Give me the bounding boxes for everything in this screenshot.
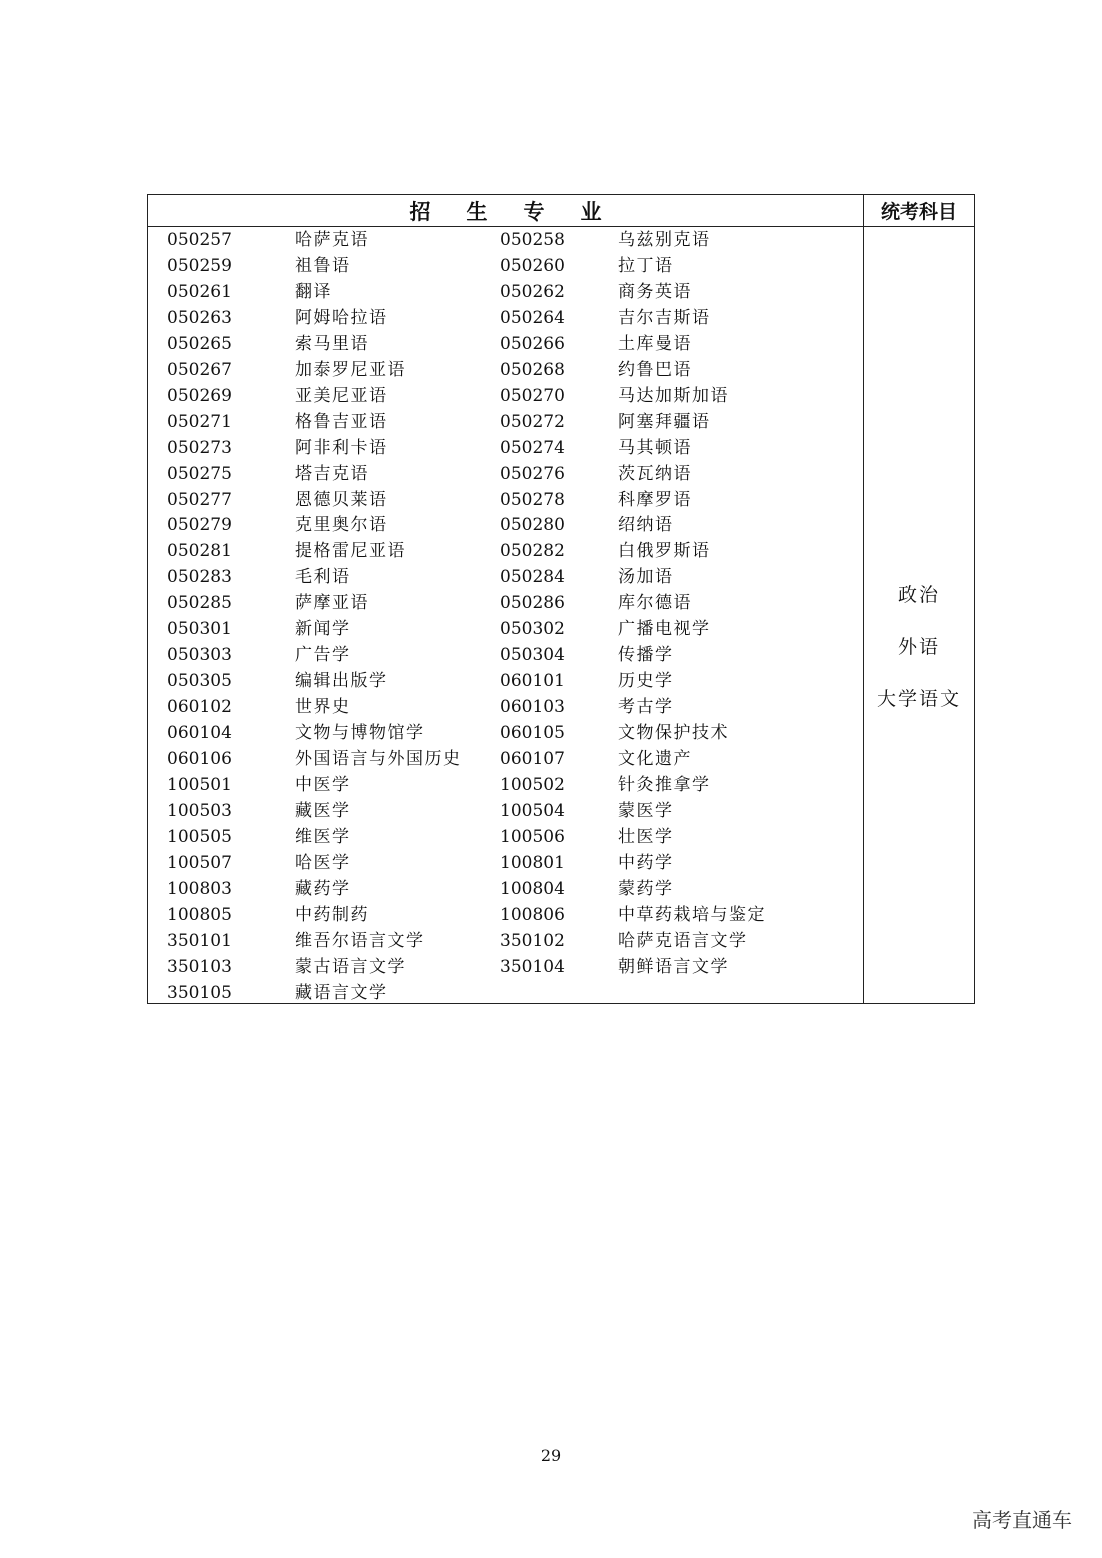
major-code: 050261 [167, 281, 232, 302]
table-row [148, 253, 864, 279]
subject-foreign-language: 外语 [897, 636, 940, 658]
table-row [148, 616, 864, 642]
major-code: 050303 [167, 645, 232, 666]
major-name: 中药制药 [295, 904, 369, 925]
major-name: 文物与博物馆学 [295, 723, 425, 744]
major-code: 100506 [500, 826, 565, 847]
major-code: 050272 [500, 411, 565, 432]
major-name: 萨摩亚语 [295, 593, 369, 614]
major-name: 哈萨克语 [295, 230, 369, 250]
major-name: 克里奥尔语 [295, 515, 388, 536]
table-row [148, 824, 864, 850]
major-code: 060103 [500, 697, 565, 718]
major-code: 100806 [500, 904, 565, 925]
major-name: 哈萨克语言文学 [618, 930, 748, 951]
major-name: 藏医学 [295, 800, 351, 821]
major-code: 060105 [500, 723, 565, 744]
table-row [148, 331, 864, 357]
major-name: 马其顿语 [618, 437, 692, 458]
major-code: 100805 [167, 904, 232, 925]
major-code: 050262 [500, 281, 565, 302]
major-name: 毛利语 [295, 567, 351, 588]
major-code: 050302 [500, 619, 565, 640]
majors-list [148, 227, 864, 1003]
major-code: 050285 [167, 593, 232, 614]
major-name: 朝鲜语言文学 [618, 956, 729, 977]
major-code: 350102 [500, 930, 565, 951]
subject-college-chinese: 大学语文 [876, 688, 961, 710]
major-name: 索马里语 [295, 333, 369, 354]
major-name: 科摩罗语 [618, 489, 692, 510]
major-code: 350103 [167, 956, 232, 977]
major-name: 编辑出版学 [295, 671, 388, 692]
major-code: 060106 [167, 749, 232, 769]
table-row [148, 954, 864, 980]
major-name: 中医学 [295, 774, 351, 795]
major-code: 060102 [167, 697, 232, 718]
major-name: 加泰罗尼亚语 [295, 359, 406, 380]
major-code: 100804 [500, 878, 565, 899]
major-name: 拉丁语 [618, 255, 674, 276]
major-code: 100503 [167, 800, 232, 821]
major-name: 库尔德语 [618, 593, 692, 614]
major-code: 050264 [500, 307, 565, 328]
table-row [148, 461, 864, 487]
major-name: 壮医学 [618, 826, 674, 847]
major-code: 350105 [167, 982, 232, 1003]
major-name: 针灸推拿学 [618, 774, 711, 795]
major-name: 蒙医学 [618, 800, 674, 821]
major-name: 提格雷尼亚语 [295, 541, 406, 562]
major-name: 哈医学 [295, 852, 351, 873]
table-row [148, 850, 864, 876]
major-code: 050284 [500, 567, 565, 588]
major-name: 阿塞拜疆语 [618, 411, 711, 432]
major-name: 约鲁巴语 [618, 359, 692, 380]
major-code: 050280 [500, 515, 565, 536]
table-row [148, 928, 864, 954]
major-code: 100505 [167, 826, 232, 847]
page-number: 29 [540, 1446, 562, 1465]
table-row [148, 980, 864, 1006]
table-row [148, 902, 864, 928]
majors-table [147, 194, 975, 1004]
major-name: 考古学 [618, 697, 674, 718]
major-name: 新闻学 [295, 619, 351, 640]
major-code: 050267 [167, 359, 232, 380]
watermark: 高考直通车 [972, 1508, 1072, 1532]
major-name: 藏药学 [295, 878, 351, 899]
major-code: 050304 [500, 645, 565, 666]
major-code: 100803 [167, 878, 232, 899]
major-name: 马达加斯加语 [618, 385, 729, 406]
major-code: 100501 [167, 774, 232, 795]
table-row [148, 668, 864, 694]
table-row [148, 538, 864, 564]
major-code: 050263 [167, 307, 232, 328]
major-code: 050260 [500, 255, 565, 276]
major-name: 祖鲁语 [295, 255, 351, 276]
subjects-cell [864, 227, 974, 1003]
major-name: 广告学 [295, 645, 351, 666]
major-code: 060107 [500, 749, 565, 769]
header-subjects: 统考科目 [864, 195, 974, 227]
major-name: 塔吉克语 [295, 463, 369, 484]
major-name: 蒙药学 [618, 878, 674, 899]
table-row [148, 590, 864, 616]
table-row [148, 564, 864, 590]
major-code: 050286 [500, 593, 565, 614]
major-name: 阿非利卡语 [295, 437, 388, 458]
major-name: 吉尔吉斯语 [618, 307, 711, 328]
major-name: 恩德贝莱语 [295, 489, 388, 510]
major-code: 050279 [167, 515, 232, 536]
major-name: 文物保护技术 [618, 723, 729, 744]
major-name: 藏语言文学 [295, 982, 388, 1003]
table-row [148, 383, 864, 409]
table-row [148, 357, 864, 383]
major-name: 亚美尼亚语 [295, 385, 388, 406]
table-row [148, 772, 864, 798]
table-row [148, 642, 864, 668]
major-code: 050275 [167, 463, 232, 484]
table-row [148, 435, 864, 461]
table-row [148, 279, 864, 305]
header-majors: 招生专业 [148, 195, 864, 227]
major-code: 050271 [167, 411, 232, 432]
major-code: 350101 [167, 930, 232, 951]
major-code: 050277 [167, 489, 232, 510]
major-code: 050259 [167, 255, 232, 276]
major-name: 外国语言与外国历史 [295, 749, 462, 769]
major-code: 050274 [500, 437, 565, 458]
major-name: 维吾尔语言文学 [295, 930, 425, 951]
major-code: 060101 [500, 671, 565, 692]
table-row [148, 720, 864, 746]
table-row [148, 694, 864, 720]
major-code: 050266 [500, 333, 565, 354]
table-row [148, 487, 864, 513]
major-name: 商务英语 [618, 281, 692, 302]
table-row [148, 409, 864, 435]
major-name: 文化遗产 [618, 749, 692, 769]
major-name: 格鲁吉亚语 [295, 411, 388, 432]
major-code: 100504 [500, 800, 565, 821]
major-name: 中药学 [618, 852, 674, 873]
major-code: 050257 [167, 230, 232, 250]
table-row [148, 798, 864, 824]
major-name: 蒙古语言文学 [295, 956, 406, 977]
major-code: 350104 [500, 956, 565, 977]
major-name: 翻译 [295, 281, 332, 302]
major-name: 茨瓦纳语 [618, 463, 692, 484]
major-code: 050268 [500, 359, 565, 380]
major-code: 050283 [167, 567, 232, 588]
major-code: 050276 [500, 463, 565, 484]
major-name: 乌兹别克语 [618, 230, 711, 250]
major-name: 传播学 [618, 645, 674, 666]
major-name: 阿姆哈拉语 [295, 307, 388, 328]
major-code: 050282 [500, 541, 565, 562]
major-name: 广播电视学 [618, 619, 711, 640]
major-code: 100801 [500, 852, 565, 873]
major-name: 维医学 [295, 826, 351, 847]
major-name: 绍纳语 [618, 515, 674, 536]
table-row [148, 512, 864, 538]
major-name: 土库曼语 [618, 333, 692, 354]
major-code: 050269 [167, 385, 232, 406]
major-code: 050258 [500, 230, 565, 250]
major-code: 100502 [500, 774, 565, 795]
major-name: 白俄罗斯语 [618, 541, 711, 562]
major-code: 050281 [167, 541, 232, 562]
major-code: 050278 [500, 489, 565, 510]
major-code: 050273 [167, 437, 232, 458]
major-name: 历史学 [618, 671, 674, 692]
major-code: 050265 [167, 333, 232, 354]
table-row [148, 305, 864, 331]
major-name: 世界史 [295, 697, 351, 718]
table-row [148, 876, 864, 902]
table-row [148, 746, 864, 772]
major-code: 050305 [167, 671, 232, 692]
subject-politics: 政治 [897, 584, 940, 606]
major-name: 汤加语 [618, 567, 674, 588]
major-code: 050301 [167, 619, 232, 640]
major-code: 060104 [167, 723, 232, 744]
major-name: 中草药栽培与鉴定 [618, 904, 766, 925]
table-row [148, 227, 864, 253]
major-code: 050270 [500, 385, 565, 406]
major-code: 100507 [167, 852, 232, 873]
